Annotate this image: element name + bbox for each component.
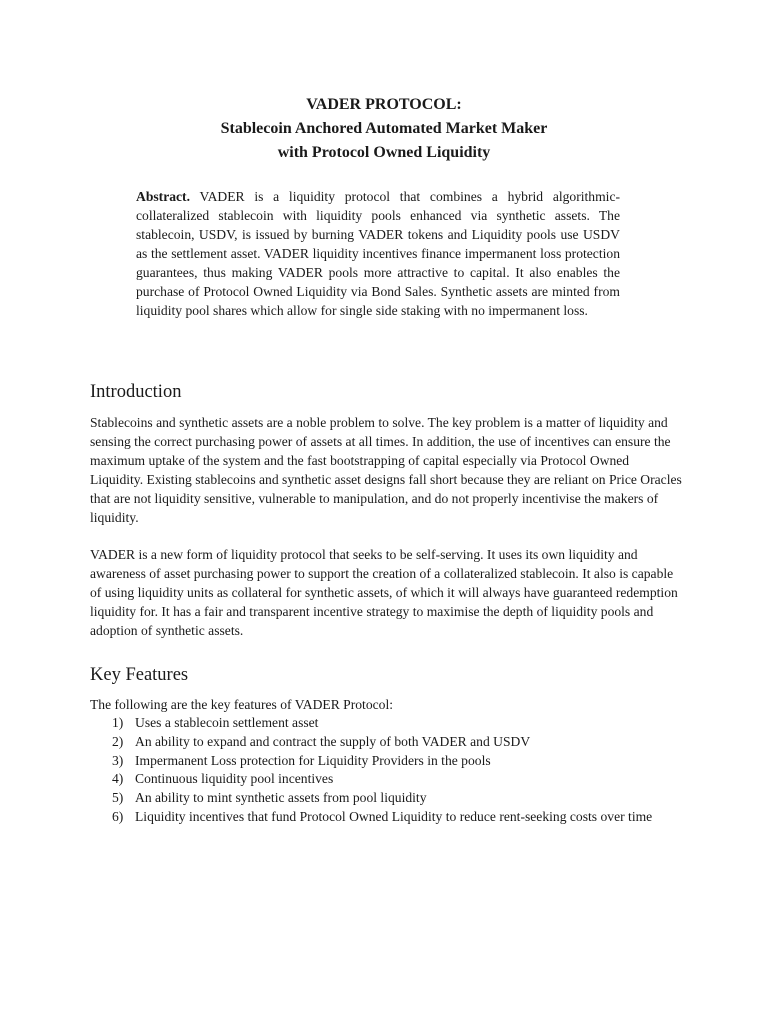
list-item-number: 1)	[112, 715, 124, 730]
title-line-3: with Protocol Owned Liquidity	[277, 144, 491, 161]
list-item	[112, 789, 712, 808]
list-item-text: Impermanent Loss protection for Liquidity Providers in the pools	[135, 752, 491, 768]
introduction-paragraph-2: VADER is a new form of liquidity protocol that seeks to be self-serving. It uses its own liquidity and awareness of asset purchasing power to support the creation of a collateralized stablecoin. It also is capable of using liquidity units as collateral for synthetic assets, of which it will always have guaranteed redemption liquidity for. It has a fair and transparent incentive strategy to maximise the depth of liquidity pools and adoption of synthetic assets.	[90, 547, 678, 638]
key-features-heading: Key Features	[90, 665, 189, 685]
list-item	[112, 714, 712, 733]
title-line-2: Stablecoin Anchored Automated Market Maker	[220, 120, 548, 137]
list-item-number: 4)	[112, 771, 124, 787]
paper-title	[0, 93, 768, 165]
list-item	[112, 752, 712, 771]
list-item	[112, 733, 712, 752]
list-item-text: An ability to mint synthetic assets from pool liquidity	[135, 790, 427, 806]
list-item-text: Liquidity incentives that fund Protocol Owned Liquidity to reduce rent-seeking costs over time	[135, 808, 653, 824]
abstract-label: Abstract.	[136, 189, 190, 204]
introduction-paragraph-1: Stablecoins and synthetic assets are a noble problem to solve. The key problem is a matter of liquidity and sensing the correct purchasing power of assets at all times. In addition, the use of incentives can ensure the maximum uptake of the system and the fast bootstrapping of capital especially via Protocol Owned Liquidity. Existing stablecoins and synthetic asset designs fall short because they are reliant on Price Oracles that are not liquidity sensitive, vulnerable to manipulation, and do not properly incentivise the makers of liquidity.	[90, 415, 682, 525]
key-features-intro: The following are the key features of VADER Protocol:	[90, 697, 394, 712]
list-item-number: 3)	[112, 752, 124, 768]
list-item	[112, 808, 712, 827]
title-line-1: VADER PROTOCOL:	[306, 96, 462, 113]
list-item-number: 2)	[112, 733, 124, 749]
list-item	[112, 770, 712, 789]
list-item-number: 5)	[112, 790, 124, 806]
list-item-text: Uses a stablecoin settlement asset	[135, 715, 319, 730]
list-item-number: 6)	[112, 808, 124, 824]
introduction-heading: Introduction	[90, 382, 182, 402]
abstract-text: VADER is a liquidity protocol that combines a hybrid algorithmic-collateralized stablecoin with liquidity pools enhanced via synthetic assets. The stablecoin, USDV, is issued by burning VADER tokens and Liquidity pools use USDV as the settlement asset. VADER liquidity incentives finance impermanent loss protection guarantees, thus making VADER pools more attractive to capital. It also enables the purchase of Protocol Owned Liquidity via Bond Sales. Synthetic assets are minted from liquidity pool shares which allow for single side staking with no impermanent loss.	[136, 189, 621, 318]
key-features-list	[112, 714, 712, 827]
abstract	[136, 187, 620, 320]
list-item-text: An ability to expand and contract the supply of both VADER and USDV	[135, 733, 531, 749]
list-item-text: Continuous liquidity pool incentives	[135, 771, 334, 787]
